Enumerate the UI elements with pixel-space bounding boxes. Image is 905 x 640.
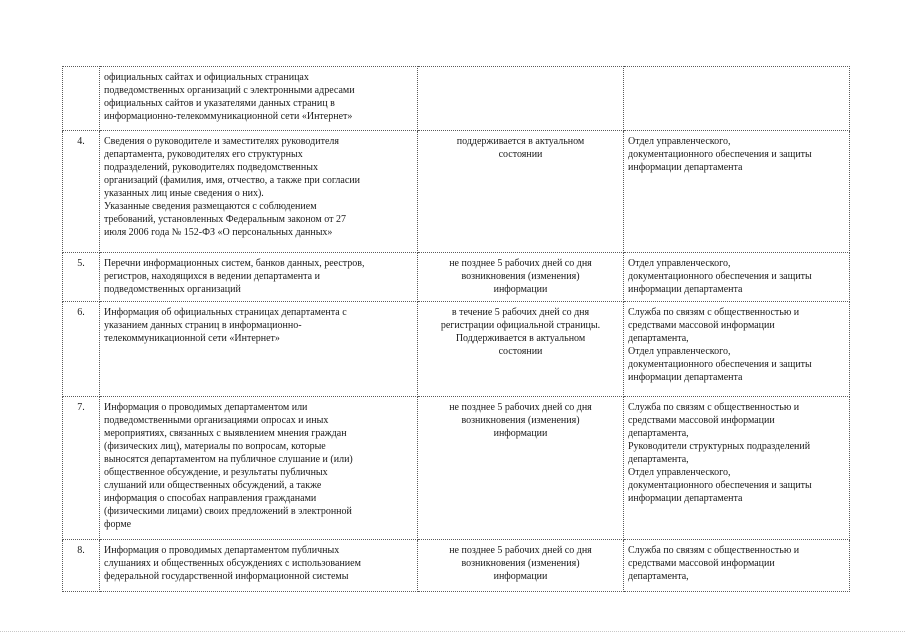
row-number: 4. bbox=[63, 131, 100, 253]
row-term: не позднее 5 рабочих дней со дня возникновения (изменения) информации bbox=[418, 397, 624, 540]
table-row bbox=[63, 67, 850, 131]
row-number: 5. bbox=[63, 253, 100, 302]
table-row bbox=[63, 540, 850, 592]
row-description: Сведения о руководителе и заместителях руководителя департамента, руководителях его структурных подразделений, руководителях подведомственных организаций (фамилия, имя, отчество, а также при согласии указанных лиц иные сведения о них). Указанные сведения размещаются с соблюдением требований, установленных Федеральным законом от 27 июля 2006 года № 152-ФЗ «О персональных данных» bbox=[100, 131, 418, 253]
information-table bbox=[62, 66, 850, 592]
row-term: в течение 5 рабочих дней со дня регистрации официальной страницы. Поддерживается в актуальном состоянии bbox=[418, 302, 624, 397]
row-number: 6. bbox=[63, 302, 100, 397]
row-number bbox=[63, 67, 100, 131]
row-responsible: Отдел управленческого, документационного обеспечения и защиты информации департамента bbox=[624, 131, 850, 253]
row-description: Информация о проводимых департаментом публичных слушаниях и общественных обсуждениях с использованием федеральной государственной информационной системы bbox=[100, 540, 418, 592]
table-row bbox=[63, 253, 850, 302]
row-description: Информация об официальных страницах департамента с указанием данных страниц в информационно- телекоммуникационной сети «Интернет» bbox=[100, 302, 418, 397]
row-responsible: Служба по связям с общественностью и средствами массовой информации департамента, Отдел управленческого, документационного обеспечения и защиты информации департамента bbox=[624, 302, 850, 397]
row-description: Информация о проводимых департаментом или подведомственными организациями опросах и иных мероприятиях, связанных с выявлением мнения граждан (физических лиц), материалы по вопросам, которые выносятся департаментом на публичное слушание и (или) общественное обсуждение, и результаты публичных слушаний или общественных обсуждений, а также информация о способах направления гражданами (физическими лицами) своих предложений в электронной форме bbox=[100, 397, 418, 540]
row-term bbox=[418, 67, 624, 131]
row-description: Перечни информационных систем, банков данных, реестров, регистров, находящихся в ведении департамента и подведомственных организаций bbox=[100, 253, 418, 302]
table-body bbox=[63, 67, 850, 592]
row-description: официальных сайтах и официальных страницах подведомственных организаций с электронными адресами официальных сайтов и указателями данных страниц в информационно-телекоммуникационной сети «Интернет» bbox=[100, 67, 418, 131]
row-responsible: Служба по связям с общественностью и средствами массовой информации департамента, bbox=[624, 540, 850, 592]
row-term: поддерживается в актуальном состоянии bbox=[418, 131, 624, 253]
row-responsible: Служба по связям с общественностью и средствами массовой информации департамента, Руководители структурных подразделений департамента, Отдел управленческого, документационного обеспечения и защиты информации департамента bbox=[624, 397, 850, 540]
row-term: не позднее 5 рабочих дней со дня возникновения (изменения) информации bbox=[418, 253, 624, 302]
table-row bbox=[63, 302, 850, 397]
table-row bbox=[63, 131, 850, 253]
row-number: 7. bbox=[63, 397, 100, 540]
row-number: 8. bbox=[63, 540, 100, 592]
row-responsible bbox=[624, 67, 850, 131]
table-row bbox=[63, 397, 850, 540]
row-term: не позднее 5 рабочих дней со дня возникновения (изменения) информации bbox=[418, 540, 624, 592]
page-edge-divider bbox=[0, 631, 905, 632]
row-responsible: Отдел управленческого, документационного обеспечения и защиты информации департамента bbox=[624, 253, 850, 302]
